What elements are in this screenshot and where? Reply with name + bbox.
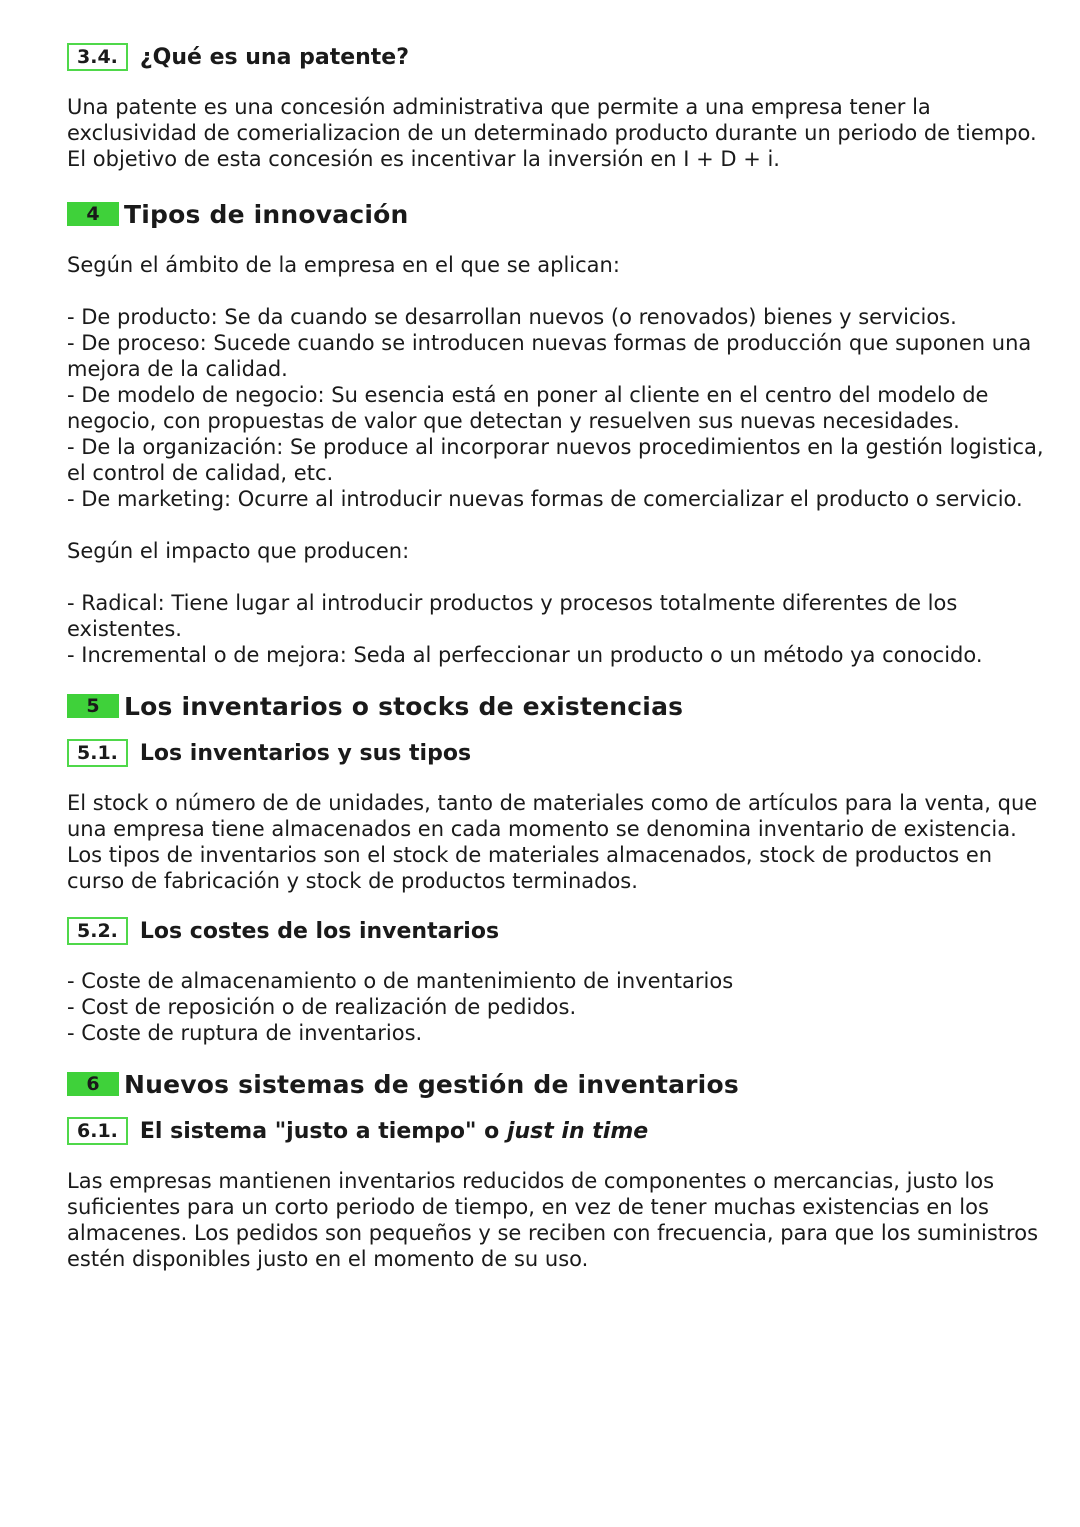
section-number: 6 — [67, 1072, 119, 1096]
section-number: 4 — [67, 202, 119, 226]
text-line: almacenes. Los pedidos son pequeños y se reciben con frecuencia, para que los suministros — [67, 1221, 1039, 1245]
section-title: Nuevos sistemas de gestión de inventarios — [124, 1069, 739, 1099]
text-line: exclusividad de comerializacion de un determinado producto durante un periodo de tiempo. — [67, 121, 1037, 145]
list-item: negocio, con propuestas de valor que detectan y resuelven sus nuevas necesidades. — [67, 409, 960, 433]
costs-list — [67, 968, 1057, 1046]
list-item: - De la organización: Se produce al incorporar nuevos procedimientos en la gestión logistica, — [67, 435, 1044, 459]
subsection-heading-3-4 — [67, 40, 1057, 74]
subsection-heading-5-2 — [67, 914, 1057, 948]
list-item: - De producto: Se da cuando se desarrollan nuevos (o renovados) bienes y servicios. — [67, 305, 957, 329]
subsection-title: Los costes de los inventarios — [139, 918, 500, 944]
text-line: El stock o número de de unidades, tanto de materiales como de artículos para la venta, que — [67, 791, 1038, 815]
list-item: - Incremental o de mejora: Seda al perfeccionar un producto o un método ya conocido. — [67, 643, 983, 667]
paragraph-inventarios — [67, 790, 1057, 894]
subsection-number: 6.1. — [67, 1117, 128, 1145]
list-intro: Según el ámbito de la empresa en el que se aplican: — [67, 253, 620, 277]
text-line: Una patente es una concesión administrativa que permite a una empresa tener la — [67, 95, 931, 119]
subsection-heading-5-1 — [67, 736, 1057, 770]
text-line: curso de fabricación y stock de productos terminados. — [67, 869, 638, 893]
list-item: - De modelo de negocio: Su esencia está en poner al cliente en el centro del modelo de — [67, 383, 989, 407]
subsection-title: ¿Qué es una patente? — [139, 44, 409, 70]
text-line: El objetivo de esta concesión es incentivar la inversión en I + D + i. — [67, 147, 780, 171]
subsection-number: 5.1. — [67, 739, 128, 767]
text-line: Las empresas mantienen inventarios reducidos de componentes o mercancias, justo los — [67, 1169, 995, 1193]
text-line: suficientes para un corto periodo de tiempo, en vez de tener muchas existencias en los — [67, 1195, 989, 1219]
list-item: existentes. — [67, 617, 182, 641]
section-number: 5 — [67, 694, 119, 718]
list-item: el control de calidad, etc. — [67, 461, 334, 485]
innovation-types-list — [67, 304, 1057, 512]
section-title: Tipos de innovación — [124, 199, 409, 229]
list-item: - Cost de reposición o de realización de pedidos. — [67, 995, 577, 1019]
paragraph-patente — [67, 94, 1057, 172]
text-line: estén disponibles justo en el momento de su uso. — [67, 1247, 589, 1271]
subsection-title-plain: El sistema "justo a tiempo" o — [139, 1118, 500, 1144]
document-page — [67, 40, 1057, 1272]
list-item: - De proceso: Sucede cuando se introducen nuevas formas de producción que suponen una — [67, 331, 1032, 355]
text-line: una empresa tiene almacenados en cada momento se denomina inventario de existencia. — [67, 817, 1017, 841]
subsection-title-italic: just in time — [506, 1118, 649, 1144]
section-heading-4 — [67, 196, 1057, 232]
section-heading-5 — [67, 688, 1057, 724]
impact-types-list — [67, 590, 1057, 668]
text-line: Los tipos de inventarios son el stock de materiales almacenados, stock de productos en — [67, 843, 993, 867]
list-item: mejora de la calidad. — [67, 357, 288, 381]
subsection-title — [140, 1119, 648, 1144]
paragraph-just-in-time — [67, 1168, 1057, 1272]
list-item: - Coste de almacenamiento o de mantenimiento de inventarios — [67, 969, 734, 993]
subsection-number: 5.2. — [67, 917, 128, 945]
subsection-heading-6-1 — [67, 1114, 1057, 1148]
list-item: - Coste de ruptura de inventarios. — [67, 1021, 423, 1045]
section-title: Los inventarios o stocks de existencias — [124, 691, 684, 721]
section-heading-6 — [67, 1066, 1057, 1102]
list-item: - De marketing: Ocurre al introducir nuevas formas de comercializar el producto o servicio. — [67, 487, 1023, 511]
list-item: - Radical: Tiene lugar al introducir productos y procesos totalmente diferentes de los — [67, 591, 958, 615]
list-intro: Según el impacto que producen: — [67, 539, 410, 563]
subsection-number: 3.4. — [67, 43, 128, 71]
subsection-title: Los inventarios y sus tipos — [139, 740, 472, 766]
